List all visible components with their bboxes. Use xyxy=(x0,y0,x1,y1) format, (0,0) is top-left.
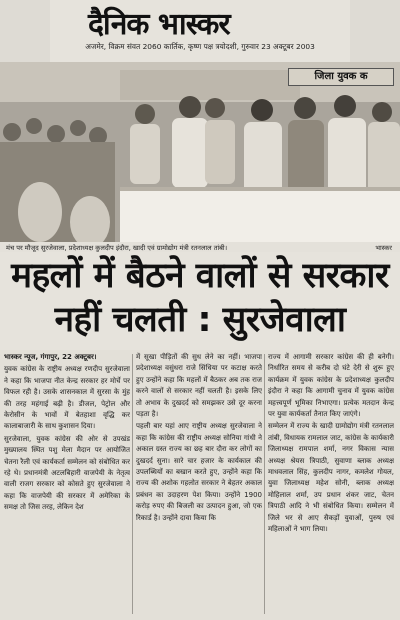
column-divider xyxy=(132,354,133,614)
headline-line-2: नहीं चलती : सुरजेवाला xyxy=(54,300,346,340)
paragraph: युवक कांग्रेस के राष्ट्रीय अध्यक्ष रणदीप सुरजेवाला ने कहा कि भाजपा नीत केन्द्र सरकार हर मोर्चे पर विफल रही है। उसके शासनकाल में सुरसा के मुंह की तरह महंगाई बढ़ी है। डीजल, पेट्रोल और केरोसीन के भावों में बेतहाशा वृद्धि कर कालाबाजारी के साथ कुशासन दिया। xyxy=(4,365,130,431)
paragraph: सुरजेवाला, युवक कांग्रेस की ओर से उपखंड मुख्यालय स्थित पशु मेला मैदान पर आयोजित चेतना रैली एवं कार्यकर्ता सम्मेलन को संबोधित कर रहे थे। प्रधानमंत्री अटलबिहारी वाजपेयी के नेतृत्व वाली राजग सरकार को कोसते हुए सुरजेवाला ने कहा कि वाजपेयी की सरकार में अमेरिका के समक्ष तो जिस तरह, लेकिन देश xyxy=(4,434,130,512)
news-photo xyxy=(0,62,400,242)
headline xyxy=(0,252,400,350)
paragraph: पहली बार यहां आए राष्ट्रीय अध्यक्ष सुरजेवाला ने कहा कि कांग्रेस की राष्ट्रीय अध्यक्ष सोनिया गांधी ने अकाल ग्रस्त राज्य का छह बार दौरा कर लोगों का दुखदर्द सुना। सारे चार हजार के कार्यकाल की उपलब्धियों का बखान करते हुए, उन्होंने कहा कि राज्य की अशोक गहलोत सरकार ने बेहतर अकाल प्रबंधन का उदाहरण पेश किया। उन्होंने 1900 करोड़ रुपए की बिजली का उत्पादन हुआ, जो एक रिकार्ड है। उन्होंने दावा किया कि xyxy=(136,422,262,522)
dateline: अजमेर, विक्रम संवत 2060 कार्तिक, कृष्ण पक्ष त्रयोदशी, गुरुवार 23 अक्टूबर 2003 xyxy=(85,42,315,51)
paragraph: में सूखा पीड़ितों की सुध लेने का नहीं। भाजपा प्रदेशाध्यक्ष वसुंधरा राजे सिंधिया पर कटाक्ष करते हुए उन्होंने कहा कि महलों में बैठकर अब तक राज करने वालों से सरकार नहीं चलती है। इसके लिए तो अभाव के दुखदर्द को समझकर उसे दूर करना पड़ता है। xyxy=(136,353,262,419)
event-banner: जिला युवक क xyxy=(288,68,394,86)
column-divider xyxy=(264,354,265,614)
photo-credit: भास्कर xyxy=(375,244,392,252)
newspaper-brand: दैनिक भास्कर xyxy=(88,7,230,42)
paragraph: राज्य में आगामी सरकार कांग्रेस की ही बनेगी। निर्धारित समय से करीब दो घंटे देरी से शुरू हुए कार्यक्रम में युवक कांग्रेस के प्रदेशाध्यक्ष कुलदीप इंदौरा ने कहा कि आगामी चुनाव में युवक कांग्रेस महत्त्वपूर्ण भूमिका निभाएगा। प्रत्येक मतदान केन्द्र पर युवा कार्यकर्ता तैनात किए जाएंगे। xyxy=(268,353,394,419)
photo-image xyxy=(0,62,400,242)
byline: भास्कर न्यूज, गंगापुर, 22 अक्टूबर। xyxy=(4,353,97,361)
headline-line-1: महलों में बैठने वालों से सरकार xyxy=(11,256,389,296)
caption-text: मंच पर मौजूद सुरजेवाला, प्रदेशाध्यक्ष कुलदीप इंदौरा, खादी एवं ग्रामोद्योग मंत्री रतनलाल तांबी। xyxy=(6,244,228,252)
article-column-2 xyxy=(136,352,262,616)
article-column-3 xyxy=(268,352,394,616)
paragraph: सम्मेलन में राज्य के खादी ग्रामोद्योग मंत्री रतनलाल तांबी, विधायक रामलाल जाट, कांग्रेस के कार्यकारी जिलाध्यक्ष रामपाल शर्मा, नगर विकास न्यास अध्यक्ष श्रेयस त्रिपाठी, सुवाणा ब्लाक अध्यक्ष माधवलाल सिंह, कुलदीप नागर, कमलेश गोयल, युवा जिलाध्यक्ष महेश सोनी, ब्लाक अध्यक्ष मोहिलाल शर्मा, उप प्रधान शंकर जाट, चेतन त्रिपाठी आदि ने भी संबोधित किया। सम्मेलन में जिले भर से आए सैकड़ों युवाओं, पुरुष एवं महिलाओं ने भाग लिया। xyxy=(268,422,394,534)
article-column-1 xyxy=(4,352,130,616)
masthead xyxy=(50,0,350,62)
article-body xyxy=(0,350,400,620)
